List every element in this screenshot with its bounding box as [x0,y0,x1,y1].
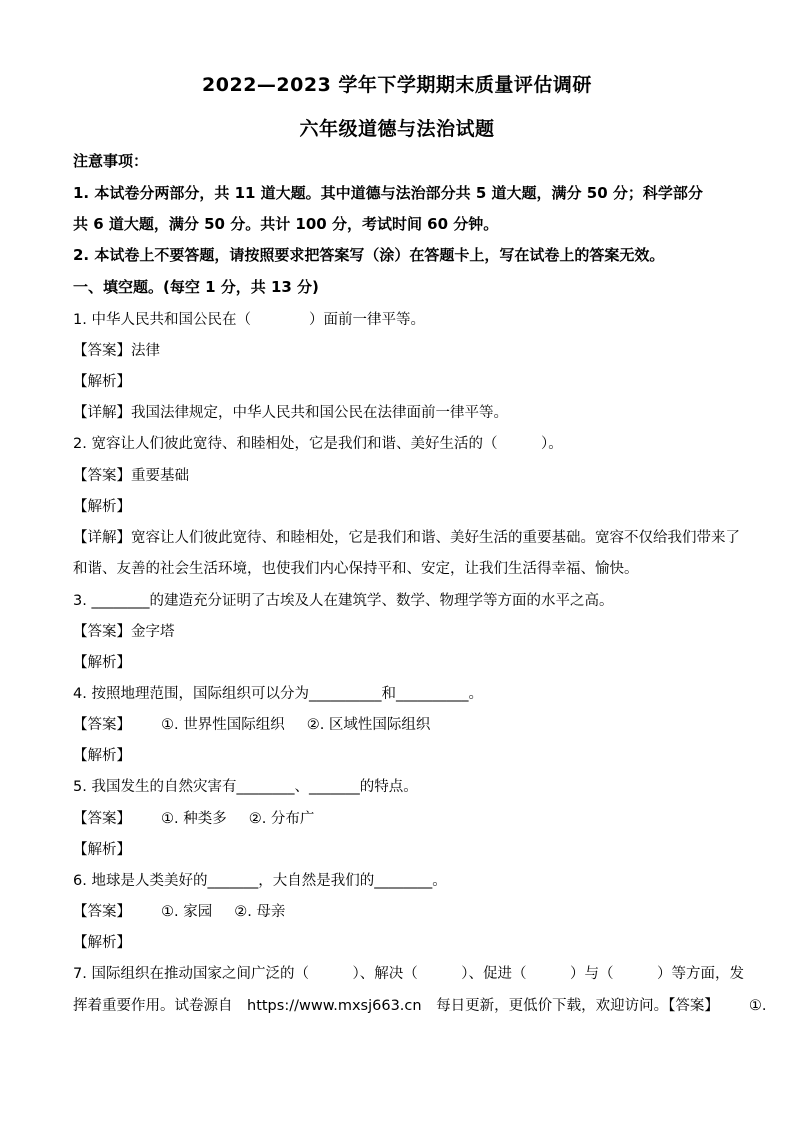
answer-3 [73,620,733,641]
answer-5 [73,807,733,828]
answer-label: 【答案】 [73,717,131,733]
notice-item-1b: 共 6 道大题，满分 50 分。共计 100 分，考试时间 60 分钟。 [73,215,499,233]
answer-value-1: ①. 世界性国际组织 [161,717,285,733]
answer-value-1: ①. 家园 [161,904,213,920]
detail-label: 【详解】 [73,530,131,546]
question-6: 6. 地球是人类美好的_______，大自然是我们的________。 [73,873,447,889]
answer-value-2: ②. 母亲 [234,904,286,920]
exam-subtitle: 六年级道德与法治试题 [299,118,495,140]
question-3: 3. ________的建造充分证明了古埃及人在建筑学、数学、物理学等方面的水平之高。 [73,593,614,609]
notice-item-1a: 1. 本试卷分两部分，共 11 道大题。其中道德与法治部分共 5 道大题，满分 50 分；科学部分 [73,184,703,202]
detail-label: 【详解】 [73,405,131,421]
answer-label: 【答案】 [73,904,131,920]
answer-1 [73,339,733,360]
answer-label: 【答案】 [73,811,131,827]
answer-label: 【答案】 [73,624,131,640]
answer-value-2: ②. 分布广 [248,811,315,827]
answer-value-2: ②. 区域性国际组织 [306,717,431,733]
section-heading: 一、填空题。(每空 1 分，共 13 分) [73,278,319,296]
question-2: 2. 宽容让人们彼此宽待、和睦相处，它是我们和谐、美好生活的（ ）。 [73,436,563,452]
question-5: 5. 我国发生的自然灾害有________、_______的特点。 [73,779,418,795]
analysis-label-1: 【解析】 [73,374,131,390]
detail-text: 宽容让人们彼此宽待、和睦相处，它是我们和谐、美好生活的重要基础。宽容不仅给我们带来了 [131,530,740,546]
answer-value-1: ①. 种类多 [161,811,227,827]
answer-value: 金字塔 [131,624,175,640]
question-4: 4. 按照地理范围，国际组织可以分为__________和__________。 [73,686,483,702]
answer-label: 【答案】 [73,468,131,484]
answer-start: ①. [748,998,767,1014]
question-1: 1. 中华人民共和国公民在（ ）面前一律平等。 [73,312,425,328]
answer-value: 重要基础 [131,468,189,484]
analysis-label-6: 【解析】 [73,935,131,951]
detail-text: 我国法律规定，中华人民共和国公民在法律面前一律平等。 [131,405,508,421]
exam-title: 2022—2023 学年下学期期末质量评估调研 [202,74,592,96]
analysis-label-2: 【解析】 [73,499,131,515]
notice-item-2: 2. 本试卷上不要答题，请按照要求把答案写（涂）在答题卡上，写在试卷上的答案无效。 [73,246,665,264]
detail-2b: 和谐、友善的社会生活环境，也使我们内心保持平和、安定，让我们生活得幸福、愉快。 [73,561,639,577]
analysis-label-5: 【解析】 [73,842,131,858]
answer-2 [73,464,733,485]
answer-value: 法律 [131,343,160,359]
detail-1 [73,401,733,422]
answer-label: 【答案】 [668,998,719,1014]
detail-2a [73,526,740,547]
question-7a: 7. 国际组织在推动国家之间广泛的（ ）、解决（ ）、促进（ ）与（ ）等方面，发 [73,966,744,982]
question-7b-text: 挥着重要作用。试卷源自 https://www.mxsj663.cn 每日更新，更低价下载，欢迎访问。 [73,998,669,1014]
analysis-label-4: 【解析】 [73,748,131,764]
notice-heading: 注意事项： [73,152,149,170]
answer-label: 【答案】 [73,343,131,359]
answer-6 [73,900,733,921]
analysis-label-3: 【解析】 [73,655,131,671]
answer-4 [73,713,733,734]
question-7b [73,994,767,1015]
